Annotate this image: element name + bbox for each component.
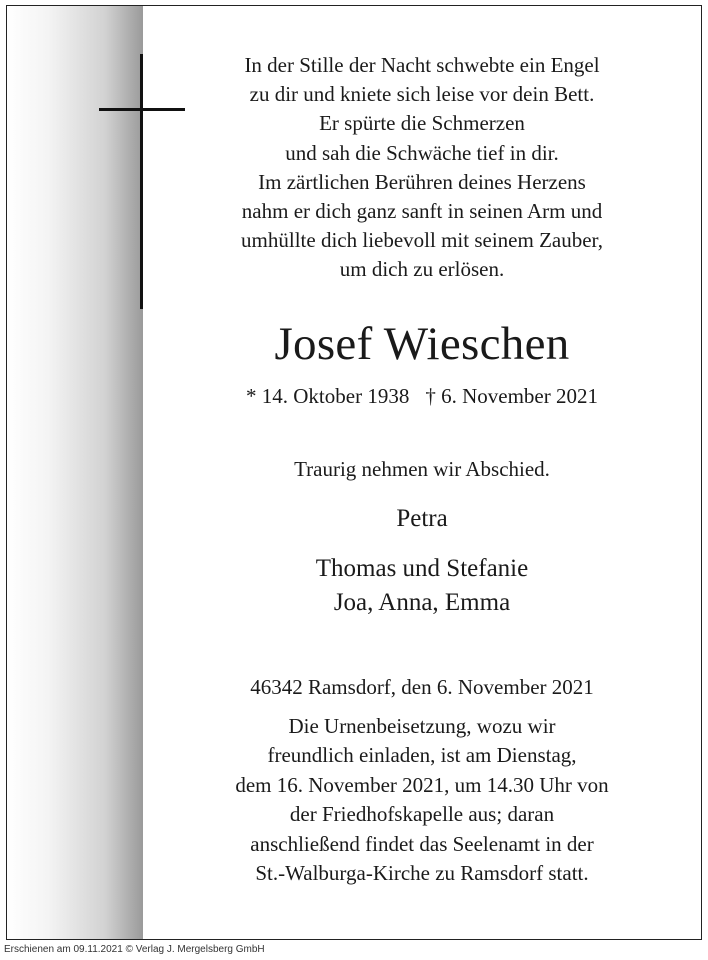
funeral-line: freundlich einladen, ist am Dienstag, (267, 743, 577, 768)
poem-line: In der Stille der Nacht schwebte ein Engel (244, 53, 600, 77)
funeral-line: anschließend findet das Seelenamt in der (250, 831, 594, 856)
poem-line: nahm er dich ganz sanft in seinen Arm und (241, 199, 603, 224)
family-line-1: Petra (396, 505, 448, 532)
funeral-line: St.-Walburga-Kirche zu Ramsdorf statt. (255, 861, 589, 886)
poem-line: um dich zu erlösen. (339, 257, 505, 282)
poem-line: umhüllte dich liebevoll mit seinem Zauber, (241, 228, 603, 253)
place-date: 46342 Ramsdorf, den 6. November 2021 (250, 675, 594, 699)
poem-line: Im zärtlichen Berühren deines Herzens (258, 169, 586, 194)
family-line-2: Thomas und Stefanie (315, 555, 529, 582)
poem (143, 51, 701, 285)
funeral-line: Die Urnenbeisetzung, wozu wir (288, 714, 556, 738)
gradient-sidebar (7, 6, 143, 939)
deceased-name: Josef Wieschen (274, 318, 570, 370)
funeral-line: der Friedhofskapelle aus; daran (289, 802, 555, 827)
publication-footer: Erschienen am 09.11.2021 © Verlag J. Mergelsberg GmbH (4, 944, 265, 955)
poem-line: Er spürte die Schmerzen (319, 111, 525, 136)
funeral-info (143, 712, 701, 888)
poem-line: und sah die Schwäche tief in dir. (285, 140, 559, 165)
mourning-text: Traurig nehmen wir Abschied. (294, 457, 550, 481)
notice-content (143, 6, 701, 939)
life-dates (143, 382, 701, 410)
family-line-3: Joa, Anna, Emma (333, 589, 511, 616)
family-block (143, 552, 701, 620)
death-date: † 6. November 2021 (425, 384, 598, 408)
funeral-line: dem 16. November 2021, um 14.30 Uhr von (235, 772, 609, 797)
poem-line: zu dir und kniete sich leise vor dein Bett. (249, 82, 595, 107)
obituary-notice (6, 5, 702, 940)
birth-date: * 14. Oktober 1938 (246, 384, 410, 408)
